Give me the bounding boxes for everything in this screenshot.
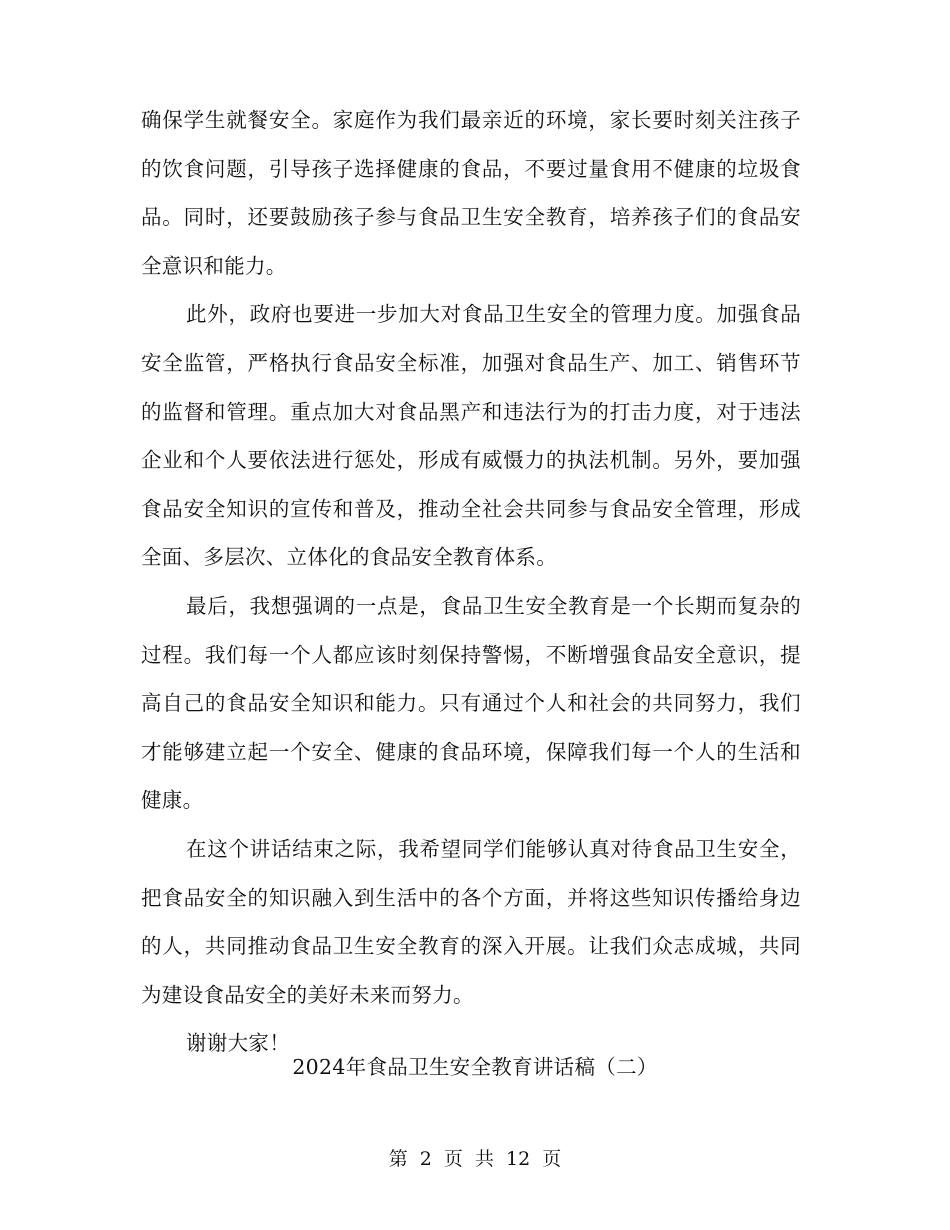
paragraph-thanks: 谢谢大家！ xyxy=(186,1031,290,1056)
section-heading: 2024年食品卫生安全教育讲话稿（二） xyxy=(292,1055,658,1079)
paragraph-continued: 确保学生就餐安全。家庭作为我们最亲近的环境，家长要时刻关注孩子的饮食问题，引导孩子选择健康的食品，不要过量食用不健康的垃圾食品。同时，还要鼓励孩子参与食品卫生安全教育，培养孩子们的食品安全意识和能力。 xyxy=(141,108,801,278)
body-text xyxy=(141,96,801,1068)
paragraph-closing: 在这个讲话结束之际，我希望同学们能够认真对待食品卫生安全，把食品安全的知识融入到生活中的各个方面，并将这些知识传播给身边的人，共同推动食品卫生安全教育的深入开展。让我们众志成城，共同为建设食品安全的美好未来而努力。 xyxy=(141,836,801,1007)
page-number-footer: 第 2 页 共 12 页 xyxy=(388,1148,562,1170)
paragraph-government: 此外，政府也要进一步加大对食品卫生安全的管理力度。加强食品安全监管，严格执行食品安全标准，加强对食品生产、加工、销售环节的监督和管理。重点加大对食品黑产和违法行为的打击力度，对于违法企业和个人要依法进行惩处，形成有威慑力的执法机制。另外，要加强食品安全知识的宣传和普及，推动全社会共同参与食品安全管理，形成全面、多层次、立体化的食品安全教育体系。 xyxy=(141,302,801,570)
paragraph-conclusion: 最后，我想强调的一点是，食品卫生安全教育是一个长期而复杂的过程。我们每一个人都应该时刻保持警惕，不断增强食品安全意识，提高自己的食品安全知识和能力。只有通过个人和社会的共同努力，我们才能够建立起一个安全、健康的食品环境，保障我们每一个人的生活和健康。 xyxy=(141,593,801,813)
